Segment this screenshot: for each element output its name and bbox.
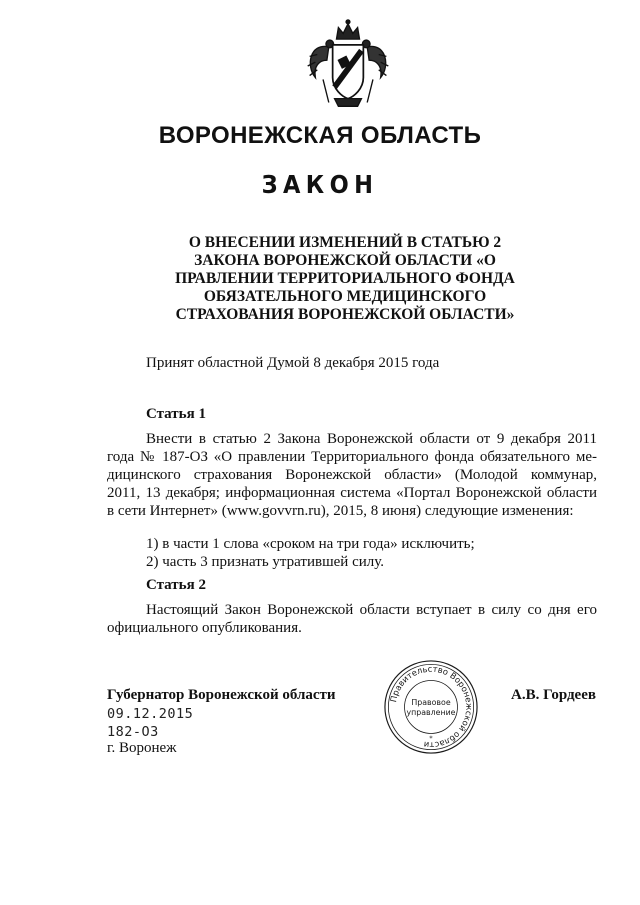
stamp-center-line: Правовое xyxy=(411,698,451,708)
article-1-line: года № 187-ОЗ «О правлении Территориального фонда обязательного ме- xyxy=(107,449,597,465)
law-title-line: ПРАВЛЕНИИ ТЕРРИТОРИАЛЬНОГО ФОНДА xyxy=(175,270,515,287)
article-1-line: дицинского страхования Воронежской области» (Молодой коммунар, xyxy=(107,467,597,483)
law-title-line: ОБЯЗАТЕЛЬНОГО МЕДИЦИНСКОГО xyxy=(203,288,487,305)
law-title xyxy=(110,234,580,324)
article-1-item: 1) в части 1 слова «сроком на три года» исключить; xyxy=(146,536,475,552)
document-type: ЗАКОН xyxy=(261,170,379,199)
signing-city: г. Воронеж xyxy=(107,740,177,756)
signing-date: 09.12.2015 xyxy=(107,706,194,722)
stamp-center-line: управление xyxy=(406,707,456,717)
svg-text:*: * xyxy=(429,734,433,743)
coat-of-arms-emblem xyxy=(300,18,396,114)
governor-name: А.В. Гордеев xyxy=(511,687,596,703)
law-title-line: ЗАКОНА ВОРОНЕЖСКОЙ ОБЛАСТИ «О xyxy=(194,252,496,269)
article-1-item: 2) часть 3 признать утратившей силу. xyxy=(146,554,385,570)
official-stamp xyxy=(382,658,480,756)
stamp-ring-text: Правительство Воронежской области xyxy=(388,663,475,751)
law-title-line: СТРАХОВАНИЯ ВОРОНЕЖСКОЙ ОБЛАСТИ» xyxy=(175,306,515,323)
region-name: ВОРОНЕЖСКАЯ ОБЛАСТЬ xyxy=(158,122,482,149)
article-1-line: 2011, 13 декабря; информационная система «Портал Воронежской области xyxy=(107,485,597,501)
law-title-line: О ВНЕСЕНИИ ИЗМЕНЕНИЙ В СТАТЬЮ 2 xyxy=(188,234,502,251)
article-1-text xyxy=(107,430,597,520)
governor-title: Губернатор Воронежской области xyxy=(107,687,336,703)
article-2-line: Настоящий Закон Воронежской области вступает в силу со дня его xyxy=(146,602,597,618)
article-1-line: в сети Интернет» (www.govvrn.ru), 2015, 8 июня) следующие изменения: xyxy=(107,503,574,519)
article-2-heading: Статья 2 xyxy=(146,577,206,593)
adoption-note: Принят областной Думой 8 декабря 2015 года xyxy=(146,355,440,371)
article-2-line: официального опубликования. xyxy=(107,620,302,636)
article-1-heading: Статья 1 xyxy=(146,406,206,422)
article-1-line: Внести в статью 2 Закона Воронежской области от 9 декабря 2011 xyxy=(146,431,597,447)
law-number: 182-ОЗ xyxy=(107,724,159,740)
article-2-text xyxy=(107,601,597,637)
